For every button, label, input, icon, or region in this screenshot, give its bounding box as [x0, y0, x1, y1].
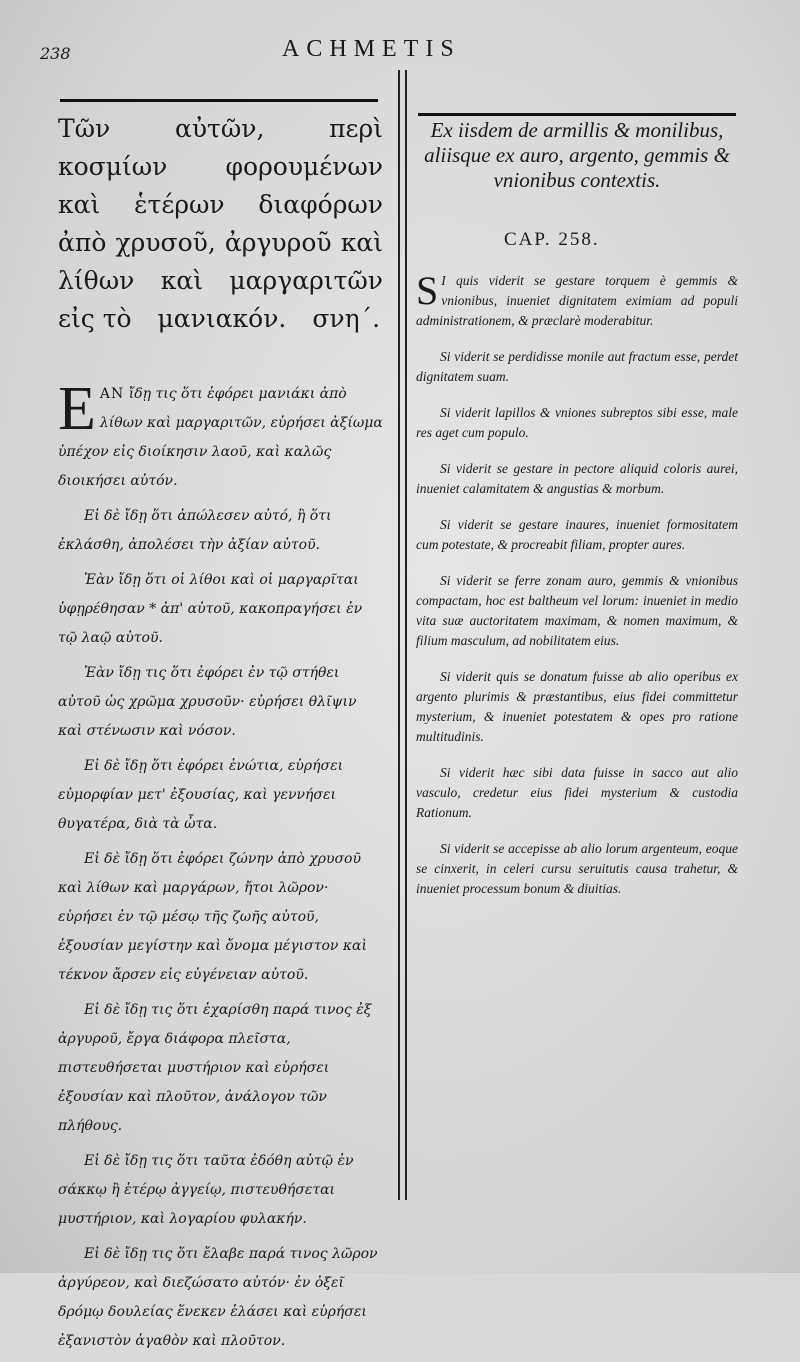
greek-title-rule [60, 99, 378, 102]
greek-chapter-title [58, 110, 383, 338]
latin-paragraph: Si viderit se ferre zonam auro, gemmis & vnionibus compactam, hoc est baltheum vel lorum: inueniet in medio vita suæ auctoritatem maximam, & nomen maximum, & filium masculum, ad nobilitatem eius. [416, 573, 738, 648]
latin-paragraph: Si viderit hæc sibi data fuisse in sacco aut alio vasculo, credetur eius fidei mysterium & custodia Rationum. [416, 765, 738, 820]
latin-chapter-title: Ex iisdem de armillis & monilibus, aliisque ex auro, argento, gemmis & vnionibus contextis. [424, 118, 730, 192]
greek-paragraph: Εἰ δὲ ἴδῃ ὅτι ἐφόρει ζώνην ἀπὸ χρυσοῦ καὶ λίθων καὶ μαργάρων, ἤτοι λῶρον· εὑρήσει ἐν τῷ μέσῳ τῆς ζωῆς αὐτοῦ, ἐξουσίαν μεγίστην καὶ ὄνομα μέγιστον καὶ τέκνον ἄρσεν εἰς εὐγένειαν αὐτοῦ. [58, 851, 367, 983]
latin-body [416, 268, 738, 899]
column-divider-left [398, 70, 400, 1200]
greek-paragraph: Ἐὰν ἴδῃ ὅτι οἱ λίθοι καὶ οἱ μαργαρῖται ὑφῃρέθησαν * ἀπ' αὐτοῦ, κακοπραγήσει ἐν τῷ λαῷ αὐτοῦ. [58, 572, 363, 646]
latin-paragraph: Si viderit se perdidisse monile aut fractum esse, perdet dignitatem suam. [416, 349, 738, 384]
latin-paragraph: Si viderit se gestare inaures, inueniet formositatem cum potestate, & procreabit filiam, propter aures. [416, 517, 738, 552]
latin-paragraph: Si viderit se accepisse ab alio lorum argenteum, eoque se cinxerit, in celeri cursu seruitutis causa trahetur, & inueniet processum bonum & diuitias. [416, 841, 738, 896]
greek-paragraph: Εἰ δὲ ἴδῃ τις ὅτι ἐχαρίσθη παρά τινος ἐξ ἀργυροῦ, ἔργα διάφορα πλεῖστα, πιστευθήσεται μυστήριον καὶ εὑρήσει ἐξουσίαν καὶ πλοῦτον, ἀνάλογον τῶν πλήθους. [58, 1002, 372, 1134]
greek-drop-cap: E [58, 375, 96, 443]
greek-paragraph: Εἰ δὲ ἴδῃ τις ὅτι ταῦτα ἐδόθη αὐτῷ ἐν σάκκῳ ἢ ἑτέρῳ ἀγγείῳ, πιστευθήσεται μυστήριον, καὶ λογαρίου φυλακήν. [58, 1153, 354, 1227]
chapter-number: CAP. 258. [504, 229, 600, 250]
latin-paragraph [416, 268, 738, 331]
greek-body [58, 375, 383, 1356]
greek-paragraph [58, 375, 383, 496]
latin-column [416, 118, 738, 915]
latin-paragraph-text: I quis viderit se gestare torquem è gemmis & vnionibus, inueniet dignitatem eximiam ad populi administrationem, & præclarè moderabitur. [416, 273, 738, 328]
greek-lead-word: ΑΝ [99, 386, 125, 402]
latin-paragraph: Si viderit quis se donatum fuisse ab alio operibus ex argento plurimis & præstantibus, eius fidei committetur mysterium, & inueniet potestatem & opes pro ratione multitudinis. [416, 669, 738, 744]
page-number: 238 [40, 44, 71, 63]
greek-column [58, 110, 383, 1362]
greek-title-text: Τῶν αὐτῶν, περὶ κοσμίων φορουμένων καὶ ἑτέρων διαφόρων ἀπὸ χρυσοῦ, ἀργυροῦ καὶ λίθων καὶ μαργαριτῶν εἰς [58, 114, 383, 333]
latin-drop-cap: S [416, 268, 439, 313]
column-divider-right [405, 70, 407, 1200]
greek-paragraph: Εἰ δὲ ἴδῃ ὅτι ἐφόρει ἐνώτια, εὑρήσει εὐμορφίαν μετ' ἐξουσίας, καὶ γεννήσει θυγατέρα, διὰ τὰ ὦτα. [58, 758, 344, 832]
greek-paragraph: Εἰ δὲ ἴδῃ ὅτι ἀπώλεσεν αὐτό, ἢ ὅτι ἐκλάσθη, ἀπολέσει τὴν ἀξίαν αὐτοῦ. [58, 508, 332, 553]
greek-paragraph: Ἐὰν ἴδῃ τις ὅτι ἐφόρει ἐν τῷ στήθει αὐτοῦ ὡς χρῶμα χρυσοῦν· εὑρήσει θλῖψιν καὶ στένωσιν καὶ νόσον. [58, 665, 357, 739]
greek-paragraph: Εἰ δὲ ἴδῃ τις ὅτι ἔλαβε παρά τινος λῶρον ἀργύρεον, καὶ διεζώσατο αὐτόν· ἐν ὀξεῖ δρόμῳ δουλείας ἕνεκεν ἐλάσει καὶ εὑρήσει ἐξανιστὸν ἀγαθὸν καὶ πλοῦτον. [58, 1246, 378, 1349]
latin-paragraph: Si viderit se gestare in pectore aliquid coloris aurei, inueniet calamitatem & angustias & morbum. [416, 461, 738, 496]
page-header [0, 28, 800, 68]
latin-title-rule [418, 113, 736, 116]
running-title: ACHMETIS [282, 36, 461, 62]
greek-paragraph-text: ἴδῃ τις ὅτι ἐφόρει μανιάκι ἀπὸ λίθων καὶ μαργαριτῶν, εὑρήσει ἀξίωμα ὑπέχον εἰς διοίκησιν λαοῦ, καὶ καλῶς διοικήσει αὐτόν. [58, 386, 383, 489]
greek-title-end: τὸ μανιακόν. σνη΄. [102, 304, 381, 333]
latin-paragraph: Si viderit lapillos & vniones subreptos sibi esse, male res aget cum populo. [416, 405, 738, 440]
